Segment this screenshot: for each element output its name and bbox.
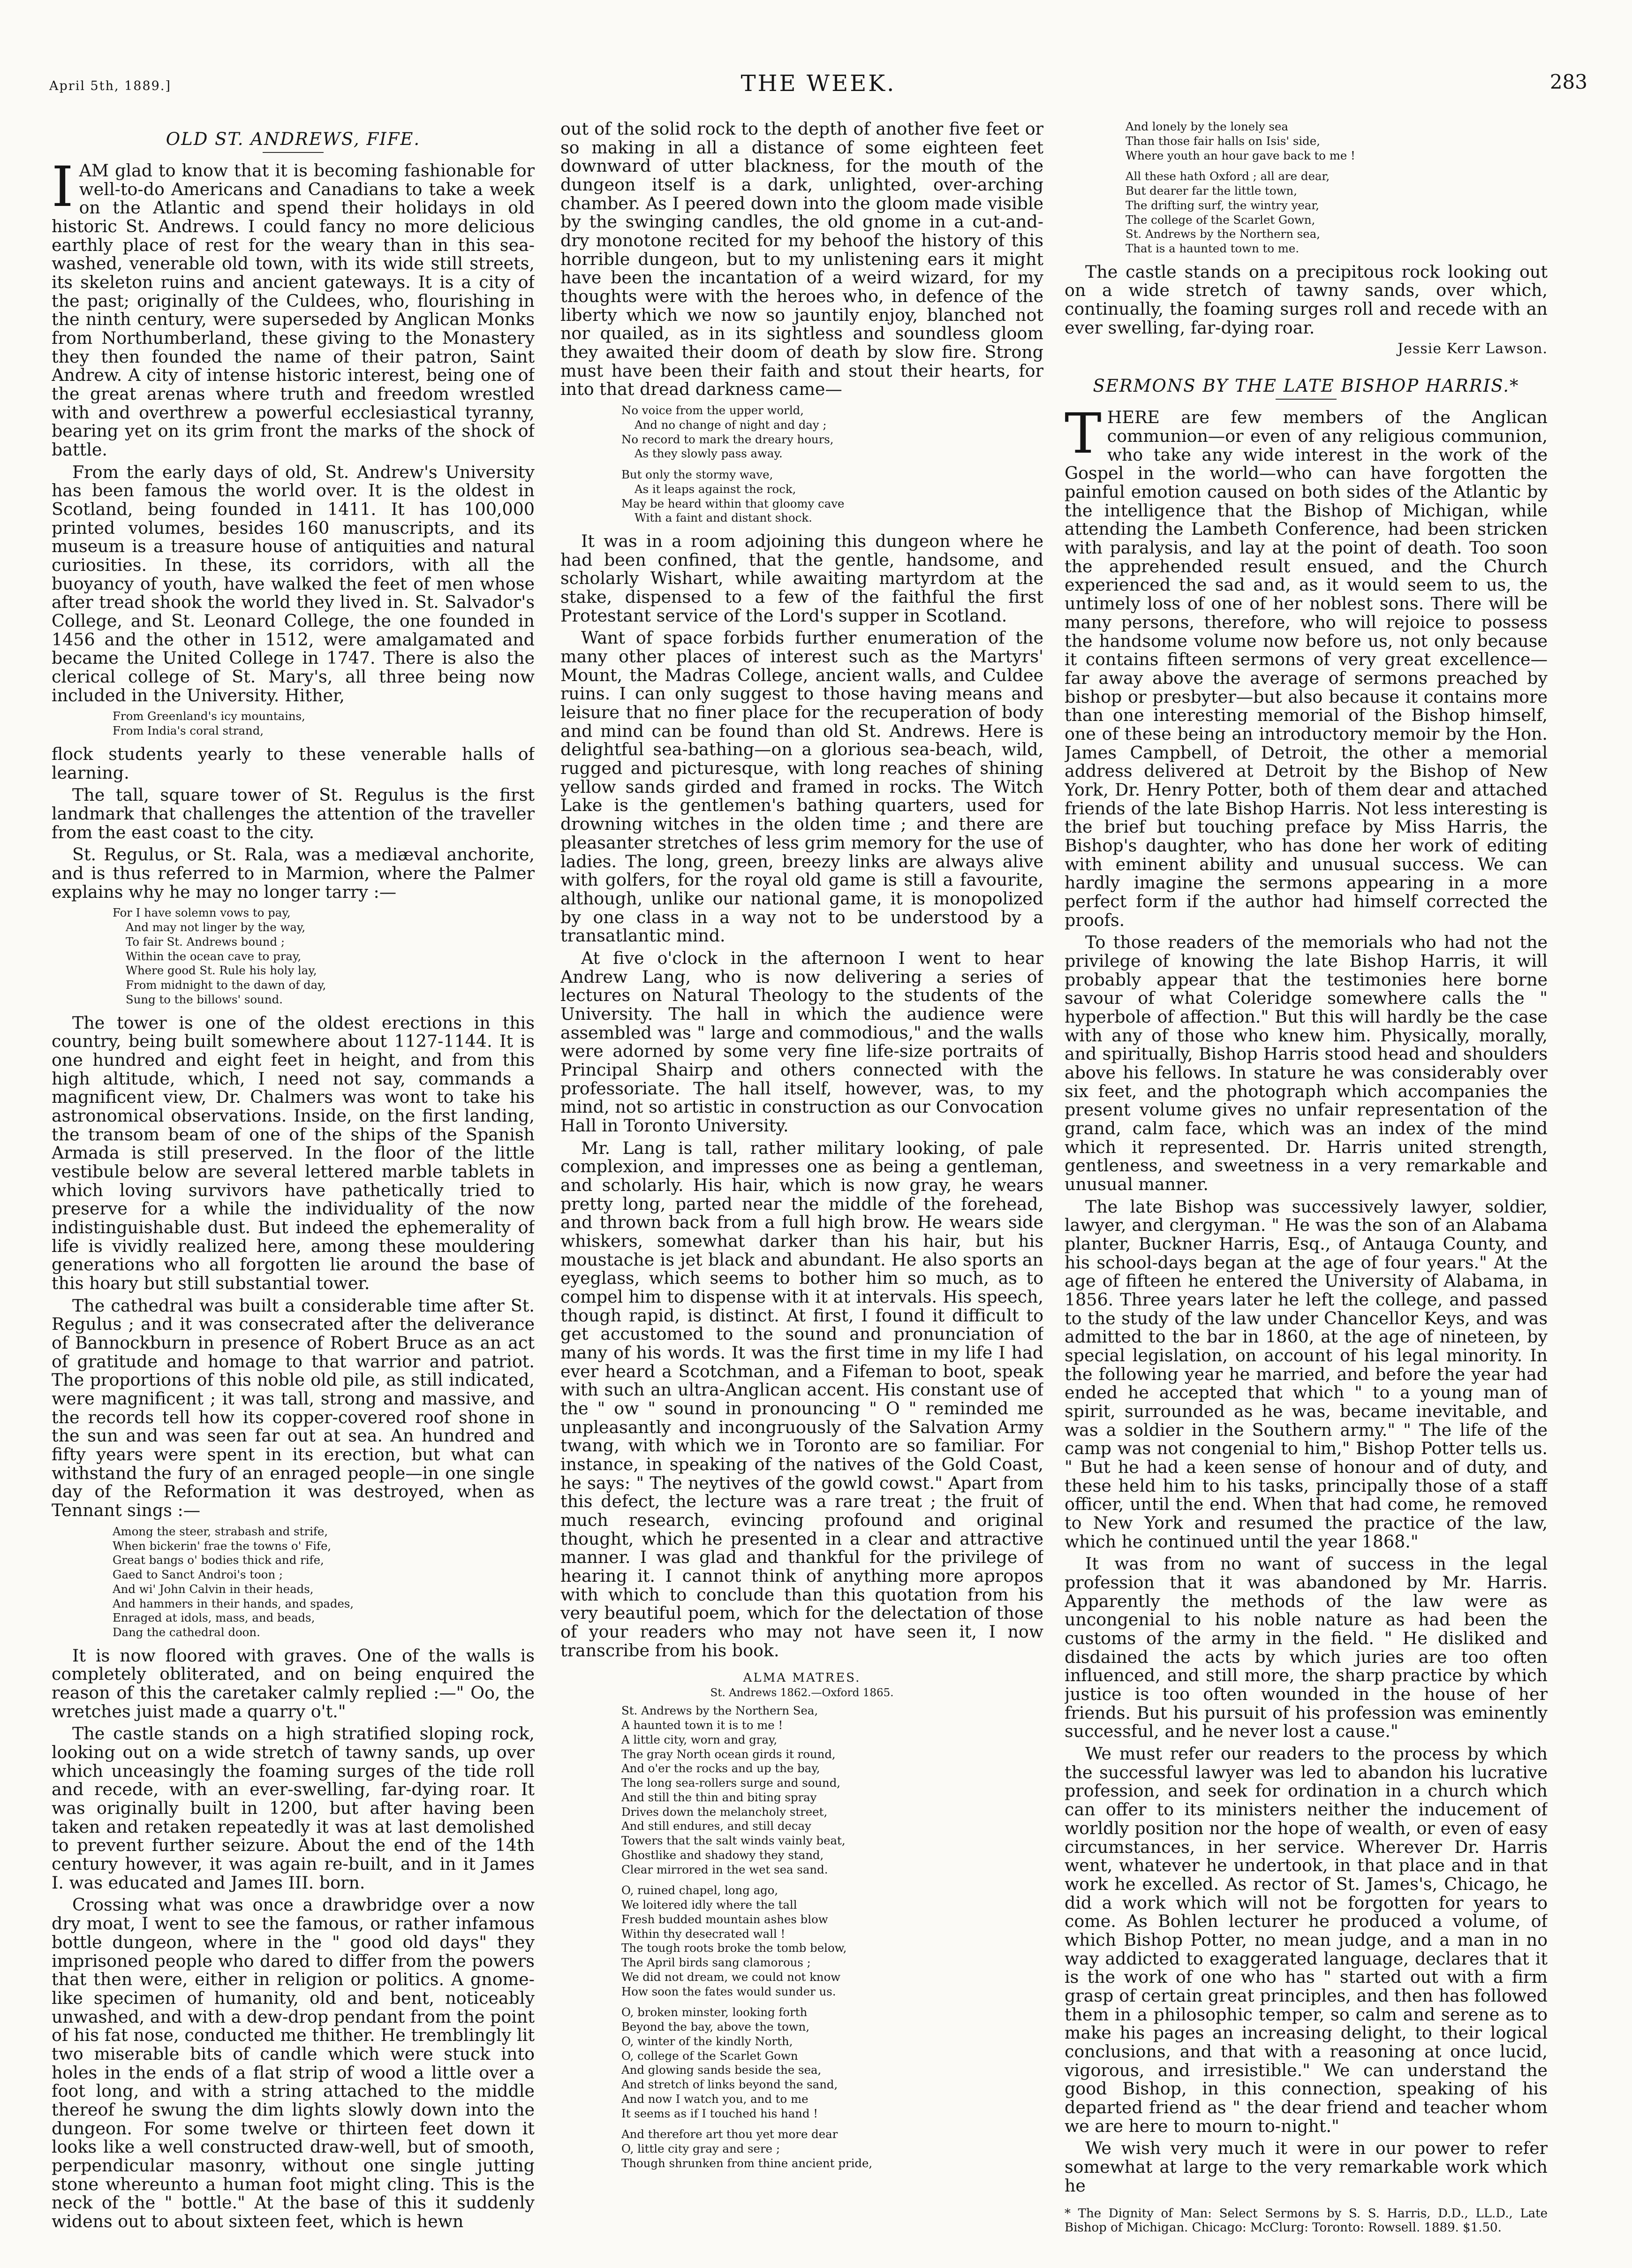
- poem-line: And hammers in their hands, and spades,: [113, 1596, 354, 1610]
- poem-line: Within thy desecrated wall !: [621, 1927, 786, 1941]
- footnote: * The Dignity of Man: Select Sermons by S. S. Harris, D.D., LL.D., Late Bishop of Michigan. Chicago: McClurg: Toronto: Rowsell. 1889. $1.50.: [1065, 2207, 1548, 2235]
- poem-line: All these hath Oxford ; all are dear,: [1126, 169, 1330, 183]
- author-signature: Jessie Kerr Lawson.: [1398, 341, 1548, 357]
- poem-line: For I have solemn vows to pay,: [113, 906, 291, 920]
- poem-line: Than those fair halls on Isis' side,: [1126, 134, 1320, 148]
- poem-line: And lonely by the lonely sea: [1126, 120, 1288, 133]
- poem-line: Within the ocean cave to pray,: [126, 949, 302, 963]
- article-paragraph: It was from no want of success in the legal profession that it was abandoned by Mr. Harris. Apparently the methods of the law were as uncongenial to his noble nature as had been the customs of the army in the field. " He disliked and disdained the acts by which juries are too often influenced, and still more, the sharp practice by which justice is too often wounded in the house of her friends. But his pursuit of his profession was eminently successful, and he never lost a cause.": [1065, 1554, 1548, 1742]
- poem-line: To fair St. Andrews bound ;: [126, 934, 285, 948]
- poem-line: Ghostlike and shadowy they stand,: [621, 1848, 824, 1862]
- stanza-gap: [1126, 163, 1548, 169]
- article-paragraph: At five o'clock in the afternoon I went to hear Andrew Lang, who is now delivering a series of lectures on Natural Theology to the students of the University. The hall in which the audience were assembled was " large and commodious," and the walls were adorned by some very fine life-size portraits of Principal Shairp and others connected with the professoriate. The hall itself, however, was, to my mind, not so artistic in construction as our Convocation Hall in Toronto University.: [560, 948, 1043, 1136]
- poem-line: Towers that the salt winds vainly beat,: [621, 1834, 846, 1848]
- article-paragraph: From the early days of old, St. Andrew's University has been famous the world over. It is the oldest in Scotland, being founded in 1411. It has 100,000 printed volumes, besides 160 manuscripts, and its museum is a treasure house of antiquities and natural curiosities. In these, its corridors, with all the buoyancy of youth, have walked the feet of men whose after tread shook the world they lived in. St. Salvador's College, and St. Leonard College, the one founded in 1456 and the other in 1512, were amalgamated and became the United College in 1747. There is also the clerical college of St. Mary's, all three being now included in the University. Hither,: [52, 462, 535, 705]
- poem-line: O, little city gray and sere ;: [621, 2142, 780, 2156]
- poem-line: As it leaps against the rock,: [635, 482, 796, 496]
- poem-line: The college of the Scarlet Gown,: [1126, 212, 1315, 227]
- poem-line: O, ruined chapel, long ago,: [621, 1883, 778, 1897]
- poem-quote: [621, 1704, 1043, 2170]
- poem-line: Though shrunken from thine ancient pride,: [621, 2156, 873, 2170]
- stanza-gap: [621, 1877, 1043, 1883]
- article-paragraph: We must refer our readers to the process by which the successful lawyer was led to abandon his lucrative profession, and seek for ordination in a church which can offer to its ministers neither the inducement of worldly position nor the hope of wealth, or even of easy circumstances, in her service. Wherever Dr. Harris went, whatever he undertook, in that place and in that work he excelled. As rector of St. James's, Chicago, he did a work which will not be forgotten for years to come. As Bohlen lecturer he produced a volume, of which Bishop Potter, no mean judge, and a man in no way addicted to exaggerated language, declares that it is the work of one who has " started out with a firm grasp of certain great principles, and then has followed them in a philosophic temper, so calm and serene as to make his pages an increasing delight, to their logical conclusions, and that with a reasoning at once lucid, vigorous, and irresistible." We can understand the good Bishop, in this connection, speaking of his departed friend as " the dear friend and teacher whom we are here to mourn to-night.": [1065, 1744, 1548, 2136]
- poem-line: We did not dream, we could not know: [621, 1970, 841, 1984]
- poem-line: From India's coral strand,: [113, 724, 264, 738]
- poem-line: And now I watch you, and to me: [621, 2092, 808, 2106]
- poem-line: O, broken minster, looking forth: [621, 2005, 808, 2019]
- column-2: [560, 120, 1043, 2240]
- poem-line: Beyond the bay, above the town,: [621, 2020, 810, 2034]
- drop-cap: T: [1065, 401, 1102, 466]
- poem-line: Clear mirrored in the wet sea sand.: [621, 1862, 828, 1876]
- heading-rule: [263, 152, 324, 153]
- poem-line: And no change of night and day ;: [635, 417, 827, 432]
- poem-subtitle: St. Andrews 1862.—Oxford 1865.: [710, 1687, 894, 1699]
- poem-line: From Greenland's icy mountains,: [113, 709, 305, 723]
- poem-line: But dearer far the little town,: [1126, 184, 1297, 197]
- page-number: 283: [1549, 70, 1587, 93]
- poem-line: The tough roots broke the tomb below,: [621, 1941, 847, 1955]
- newspaper-title: THE WEEK.: [740, 70, 896, 97]
- poem-line: We loitered idly where the tall: [621, 1898, 797, 1912]
- poem-line: May be heard within that gloomy cave: [621, 496, 845, 510]
- poem-line: It seems as if I touched his hand !: [621, 2106, 818, 2120]
- poem-line: Drives down the melancholy street,: [621, 1805, 828, 1819]
- poem-line: Where youth an hour gave back to me !: [1126, 148, 1355, 162]
- article-paragraph: Crossing what was once a drawbridge over a now dry moat, I went to see the famous, or rather infamous bottle dungeon, where in the " good old days" they imprisoned people who dared to differ from the powers that then were, either in religion or politics. A gnome-like specimen of humanity, old and bent, noticeably unwashed, and with a dew-drop pendant from the point of his fat nose, conducted me thither. He tremblingly lit two miserable bits of candle which were stuck into holes in the ends of a flat strip of wood a little over a foot long, and with a string attached to the middle thereof he swung the dim lights slowly down into the dungeon. For some twelve or thirteen feet down it looks like a well constructed draw-well, but of smooth, perpendicular masonry, without one single jutting stone whereunto a human foot might cling. This is the neck of the " bottle." At the base of this it suddenly widens out to about sixteen feet, which is hewn: [52, 1895, 535, 2231]
- poem-line: Fresh budded mountain ashes blow: [621, 1912, 828, 1926]
- column-3: [1065, 120, 1548, 2240]
- poem-line: And o'er the rocks and up the bay,: [621, 1761, 820, 1775]
- poem-line: And still endures, and still decay: [621, 1819, 811, 1833]
- article-paragraph: We wish very much it were in our power to refer somewhat at large to the very remarkable work which he: [1065, 2138, 1548, 2196]
- article-paragraph: Want of space forbids further enumeration of the many other places of interest such as the Martyrs' Mount, the Madras College, ancient walls, and Culdee ruins. I can only suggest to those having means and leisure that no finer place for the recuperation of body and mind can be found than old St. Andrews. Here is delightful sea-bathing—on a glorious sea-beach, wild, rugged and picturesque, with long reaches of shining yellow sands girded and framed in rocks. The Witch Lake is the gentlemen's bathing quarters, used for drowning witches in the olden time ; and there are pleasanter stretches of less grim memory for the use of ladies. The long, green, breezy links are always alive with golfers, for the royal old game is still a favourite, although, unlike our national game, it is monopolized by one class in a way not to be understood by a transatlantic mind.: [560, 628, 1043, 946]
- page-header: [49, 70, 1587, 108]
- poem-line: The drifting surf, the wintry year,: [1126, 198, 1320, 212]
- stanza-gap: [621, 1999, 1043, 2005]
- article-paragraph: The late Bishop was successively lawyer, soldier, lawyer, and clergyman. " He was the son of an Alabama planter, Buckner Harris, Esq., of Antauga County, and his school-days began at the age of four years." At the age of fifteen he entered the University of Alabama, in 1856. Three years later he left the college, and passed to the study of the law under Chancellor Keys, and was admitted to the bar in 1860, at the age of nineteen, by special legislation, on account of his legal minority. In the following year he married, and before the year had ended he accepted that which " to a young man of spirit, surrounded as he was, became inevitable, and was a soldier in the Southern army." " The life of the camp was not congenial to him," Bishop Potter tells us. " But he had a keen sense of honour and of duty, and these held him to his tasks, principally those of a staff officer, until the end. When that had come, he removed to New York and resumed the practice of the law, which he continued until the year 1868.": [1065, 1196, 1548, 1552]
- poem-line: The gray North ocean girds it round,: [621, 1747, 836, 1761]
- article-heading: OLD ST. ANDREWS, FIFE.: [166, 129, 421, 149]
- poem-line: With a faint and distant shock.: [635, 511, 812, 525]
- article-paragraph: THERE are few members of the Anglican communion—or even of any religious communion, who take any wide interest in the work of the Gospel in the world—who can have forgotten the painful emotion caused on both sides of the Atlantic by the intelligence that the Bishop of Michigan, while attending the Lambeth Conference, had been stricken with paralysis, and lay at the point of death. Too soon the apprehended result ensued, and the Church experienced the sad and, as it would seem to us, the untimely loss of one of her noblest sons. There will be many persons, therefore, who will rejoice to possess the handsome volume now before us, not only because it contains fifteen sermons of very great excellence—far away above the average of sermons preached by bishop or presbyter—but also because it contains more than one interesting memorial of the Bishop himself, one of these being an introductory memoir by the Hon. James Campbell, of Detroit, the other a memorial address delivered at Detroit by the Bishop of New York, Dr. Henry Potter, both of them dear and attached friends of the late Bishop Harris. Not less interesting is the brief but touching preface by Miss Harris, the Bishop's daughter, who has done her work of editing with eminent ability and unusual success. We can hardly imagine the sermons appearing in a more perfect form if the author had himself corrected the proofs.: [1065, 401, 1548, 930]
- poem-line: Enraged at idols, mass, and beads,: [113, 1611, 315, 1625]
- poem-line: A haunted town it is to me !: [621, 1718, 783, 1732]
- poem-line: St. Andrews by the Northern sea,: [1126, 227, 1321, 241]
- poem-line: And may not linger by the way,: [126, 920, 306, 934]
- poem-line: And therefore art thou yet more dear: [621, 2127, 838, 2141]
- article-paragraph: It is now floored with graves. One of the walls is completely obliterated, and on being enquired the reason of this the caretaker calmly replied :—" Oo, the wretches juist made a quarry o't.": [52, 1645, 535, 1722]
- poem-line: O, winter of the kindly North,: [621, 2034, 793, 2048]
- poem-line: But only the stormy wave,: [621, 468, 773, 482]
- article-paragraph: flock students yearly to these venerable halls of learning.: [52, 743, 535, 783]
- article-paragraph: The tower is one of the oldest erections in this country, being built somewhere about 1127-1144. It is one hundred and eight feet in height, and from this high altitude, which, I need not say, commands a magnificent view, Dr. Chalmers was wont to take his astronomical observations. Inside, on the first landing, the transom beam of one of the ships of the Spanish Armada is still preserved. In the floor of the little vestibule below are several lettered marble tablets in which loving survivors have pathetically tried to preserve for a while the individuality of the now indistinguishable dust. But indeed the ephemerality of life is vividly realized here, among these mouldering generations who all forgotten lie around the base of this hoary but still substantial tower.: [52, 1012, 535, 1294]
- article-paragraph: The castle stands on a precipitous rock looking out on a wide stretch of tawny sands, over which, continually, the foaming surges roll and recede with an ever swelling, far-dying roar.: [1065, 261, 1548, 338]
- poem-line: That is a haunted town to me.: [1126, 242, 1300, 255]
- stanza-gap: [621, 2121, 1043, 2127]
- poem-line: Dang the cathedral doon.: [113, 1625, 260, 1639]
- poem-line: No voice from the upper world,: [621, 403, 804, 417]
- poem-line: O, college of the Scarlet Gown: [621, 2048, 798, 2063]
- poem-line: Sung to the billows' sound.: [126, 992, 283, 1006]
- poem-line: Where good St. Rule his holy lay,: [126, 963, 317, 978]
- poem-line: And stretch of links beyond the sand,: [621, 2078, 838, 2092]
- poem-line: As they slowly pass away.: [635, 447, 783, 461]
- poem-line: Gaed to Sanct Androi's toon ;: [113, 1568, 283, 1581]
- article-paragraph: The castle stands on a high stratified sloping rock, looking out on a wide stretch of tawny sands, up over which unceasingly the foaming surges of the tide roll and recede, with an ever-swelling, far-dying roar. It was originally built in 1200, but after having been taken and retaken repeatedly it was at last demolished to prevent further seizure. About the end of the 14th century however, it was again re-built, and in it James I. was educated and James III. born.: [52, 1723, 535, 1893]
- poem-title: ALMA MATRES.: [743, 1671, 861, 1685]
- poem-line: How soon the fates would sunder us.: [621, 1984, 836, 1998]
- poem-line: The long sea-rollers surge and sound,: [621, 1776, 841, 1790]
- poem-quote: [113, 906, 535, 1007]
- issue-date: April 5th, 1889.]: [49, 79, 171, 93]
- article-heading: SERMONS BY THE LATE BISHOP HARRIS.*: [1093, 376, 1519, 396]
- poem-line: The April birds sang clamorous ;: [621, 1956, 811, 1970]
- poem-line: When bickerin' frae the towns o' Fife,: [113, 1539, 332, 1553]
- poem-line: And wi' John Calvin in their heads,: [113, 1582, 314, 1596]
- poem-line: No record to mark the dreary hours,: [621, 432, 834, 446]
- poem-quote: [113, 709, 535, 738]
- poem-line: Great bangs o' bodies thick and rife,: [113, 1553, 324, 1567]
- column-1: [52, 120, 535, 2240]
- poem-line: And glowing sands beside the sea,: [621, 2063, 822, 2077]
- heading-rule: [1276, 399, 1337, 400]
- poem-quote: [113, 1525, 535, 1640]
- poem-quote: [1126, 120, 1548, 256]
- article-paragraph: IAM glad to know that it is becoming fashionable for well-to-do Americans and Canadians to take a week on the Atlantic and spend their holidays in old historic St. Andrews. I could fancy no more delicious earthly place of rest for the weary than in this sea-washed, venerable old town, with its wide still streets, its skeleton ruins and ancient gateways. It is a city of the past; originally of the Culdees, who, flourishing in the ninth century, were superseded by Anglican Monks from Northumberland, these giving to the Monastery they then founded the name of their patron, Saint Andrew. A city of intense historic interest, being one of the great arenas where truth and freedom wrestled with and overthrew a powerful ecclesiastical tyranny, bearing yet on its grim front the marks of the shock of battle.: [52, 154, 535, 460]
- article-paragraph: St. Regulus, or St. Rala, was a mediæval anchorite, and is thus referred to in Marmion, where the Palmer explains why he may no longer tarry :—: [52, 844, 535, 902]
- poem-line: Among the steer, strabash and strife,: [113, 1524, 328, 1538]
- article-paragraph: The tall, square tower of St. Regulus is the first landmark that challenges the attention of the traveller from the east coast to the city.: [52, 785, 535, 842]
- stanza-gap: [621, 461, 1043, 468]
- poem-line: A little city, worn and gray,: [621, 1732, 778, 1746]
- poem-line: From midnight to the dawn of day,: [126, 978, 326, 992]
- article-paragraph: The cathedral was built a considerable time after St. Regulus ; and it was consecrated after the deliverance of Bannockburn in presence of Robert Bruce as an act of gratitude and homage to that warrior and patriot. The proportions of this noble old pile, as still indicated, were magnificent ; it was tall, strong and massive, and the records tell how its copper-covered roof shone in the sun and was seen far out at sea. An hundred and fifty years were spent in its erection, but what can withstand the fury of an enraged people—in one single day of the Reformation it was destroyed, when as Tennant sings :—: [52, 1295, 535, 1521]
- poem-line: St. Andrews by the Northern Sea,: [621, 1704, 818, 1718]
- article-paragraph: Mr. Lang is tall, rather military looking, of pale complexion, and impresses one as being a gentleman, and scholarly. His hair, which is now gray, he wears pretty long, parted near the middle of the forehead, and thrown back from a full high brow. He wears side whiskers, somewhat darker than his hair, but his moustache is jet black and abundant. He also sports an eyeglass, which seems to bother him so much, as to compel him to dispense with it at intervals. His speech, though rapid, is distinct. At first, I found it difficult to get accustomed to the sound and pronunciation of many of his words. It was the first time in my life I had ever heard a Scotchman, and a Fifeman to boot, speak with such an ultra-Anglican accent. His constant use of the " ow " sound in pronouncing " O " reminded me unpleasantly and incongruously of the Salvation Army twang, with which we in Toronto are so familiar. For instance, in speaking of the natives of the Gold Coast, he says: " The neytives of the gowld cowst." Apart from this defect, the lecture was a rare treat ; the fruit of much research, evincing profound and original thought, which he presented in a clear and attractive manner. I was glad and thankful for the privilege of hearing it. I cannot think of anything more apropos with which to conclude than this quotation from his very beautiful poem, which for the delectation of those of your readers who may not have seen it, I now transcribe from his book.: [560, 1138, 1043, 1661]
- article-paragraph: To those readers of the memorials who had not the privilege of knowing the late Bishop Harris, it will probably appear that the testimonies here borne savour of what Coleridge somewhere calls the " hyperbole of affection." But this will hardly be the case with any of those who knew him. Physically, morally, and spiritually, Bishop Harris stood head and shoulders above his fellows. In stature he was considerably over six feet, and the photograph which accompanies the present volume gives no unfair representation of the grand, calm face, which was an index of the mind which it represented. Dr. Harris united strength, gentleness, and sweetness in a very remarkable and unusual manner.: [1065, 932, 1548, 1194]
- article-paragraph: out of the solid rock to the depth of another five feet or so making in all a distance of some eighteen feet downward of utter blackness, for the mouth of the dungeon itself is a dark, unlighted, over-arching chamber. As I peered down into the gloom made visible by the swinging candles, the old gnome in a cut-and-dry monotone recited for my behoof the history of this horrible dungeon, but to my unlistening ears it might have been the incantation of a weird wizard, for my thoughts were with the heroes who, in defence of the liberty which we now so jauntily enjoy, blanched not nor quailed, as in its sightless and soundless gloom they awaited their doom of death by slow fire. Strong must have been their faith and stout their hearts, for into that dread darkness came—: [560, 120, 1043, 400]
- poem-line: And still the thin and biting spray: [621, 1790, 817, 1804]
- poem-quote: [621, 403, 1043, 525]
- article-paragraph: It was in a room adjoining this dungeon where he had been confined, that the gentle, handsome, and scholarly Wishart, while awaiting martyrdom at the stake, dispensed to a few of the faithful the first Protestant service of the Lord's supper in Scotland.: [560, 531, 1043, 626]
- drop-cap: I: [52, 154, 74, 219]
